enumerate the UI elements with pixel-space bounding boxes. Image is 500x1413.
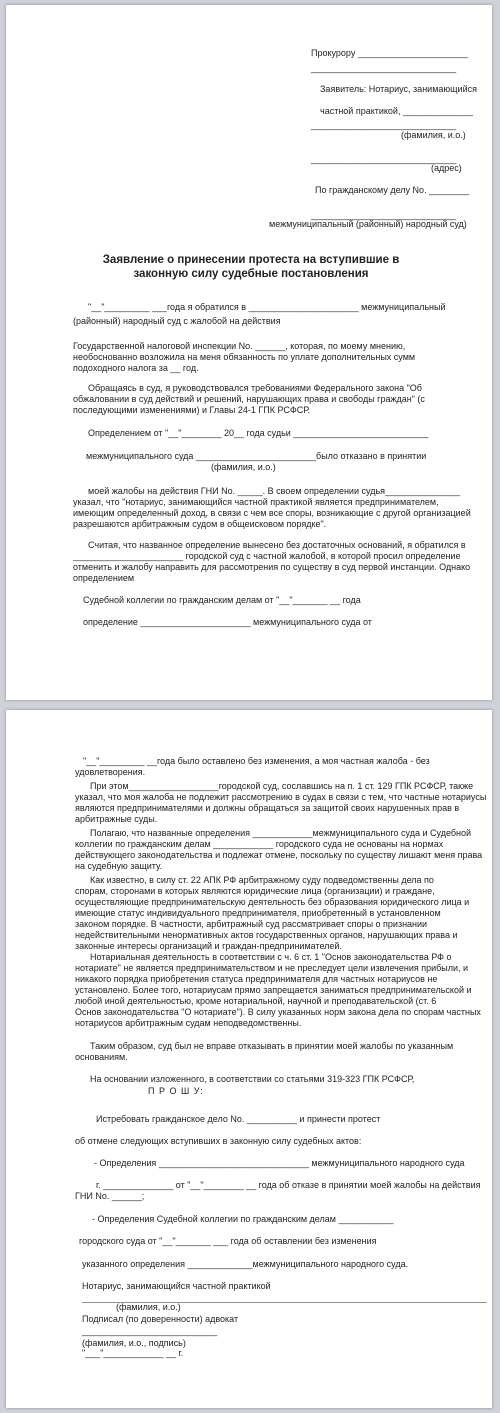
paragraph-line: осуществляющие предпринимательскую деятельность без образования юридического лица и [75,897,470,907]
civil-case-line: По гражданскому делу No. ________ [315,185,470,195]
paragraph-line: Нотариальная деятельность в соответствии с ч. 6 ст. 1 "Основ законодательства РФ о [90,952,452,962]
paragraph-line: удовлетворения. [75,767,146,777]
fio-caption: (фамилия, и.о.) [211,462,276,472]
paragraph-line: указал, что моя жалоба не подлежит рассмотрению в судах в связи с тем, что частные нотариусы [75,792,487,802]
request-line: - Определения Судебной коллегии по гражданским делам ___________ [92,1214,394,1224]
paragraph-line: коллегии по гражданским делам ____________ городского суда не основаны на нормах [75,839,444,849]
paragraph-line: Полагаю, что названные определения ____________межмуниципального суда и Судебной [90,828,472,838]
paragraph-line: последующими изменениями) и Главы 24-1 ГПК РСФСР. [73,405,311,415]
paragraph-line: ______________________ городской суд с частной жалобой, в которой просил определение [73,551,461,561]
document-page-1 [6,5,492,700]
paragraph-line: основаниям. [75,1052,128,1062]
paragraph-line: установлено. Более того, нотариусам прямо запрещается заниматься предпринимательской и [75,985,472,995]
paragraph-line: законные интересы организаций и граждан-предпринимателей. [75,941,342,951]
paragraph-line: Таким образом, суд был не вправе отказывать в принятии моей жалобы по указанным [90,1041,454,1051]
request-line: ГНИ No. ______; [75,1191,145,1201]
blank-line: _____________________________ [311,210,457,220]
paragraph-line: обжаловании в суд действий и решений, нарушающих права и свободы граждан" (с [73,394,425,404]
paragraph-line: (районный) народный суд с жалобой на действия [73,316,281,326]
signature-blank: ___________________________ [82,1326,218,1336]
paragraph-line: Считая, что названное определение вынесено без достаточных оснований, я обратился в [88,540,466,550]
blank-line: _____________________________ [311,63,457,73]
blank-line: _____________________________ [311,120,457,130]
paragraph-line: никакого порядка приобретения статуса предпринимателя для частных нотариусов не [75,974,438,984]
date-line: "___"____________ __ г. [82,1348,184,1358]
request-line: Истребовать гражданское дело No. __________ и принести протест [96,1114,381,1124]
paragraph-line: Судебной коллегии по гражданским делам от "__"_______ __ года [83,595,361,605]
document-page-2 [6,710,492,1408]
document-title: Заявление о принесении протеста на вступившие в законную силу судебные постановления [102,254,400,280]
paragraph-line: определением [73,573,135,583]
paragraph-line: межмуниципального суда ________________________было отказано в принятии [86,451,427,461]
paragraph-line: Как известно, в силу ст. 22 АПК РФ арбитражному суду подведомственны дела по [90,875,434,885]
paragraph-line: указал, что "нотариус, занимающийся частной практикой является предпринимателем, [73,497,439,507]
paragraph-line: На основании изложенного, в соответствии со статьями 319-323 ГПК РСФСР, [90,1074,415,1084]
paragraph-line: имеющие статус индивидуального предпринимателя, приобретенный в установленном [75,908,441,918]
paragraph-line: Обращаясь в суд, я руководствовался требованиями Федерального закона "Об [88,383,422,393]
paragraph-line: разрешаются арбитражным судом в общеисковом порядке". [73,519,327,529]
paragraph-line: являются предпринимателями и должны обращаться за защитой своих нарушенных прав в [75,803,460,813]
paragraph-line: Государственной налоговой инспекции No. ______, которая, по моему мнению, [73,341,406,351]
paragraph-line: нотариате" не является предпринимательством и не преследует цели извлечения прибыли, и [75,963,469,973]
request-line: г. ______________ от "__"________ __ года об отказе в принятии моей жалобы на действия [96,1180,481,1190]
prosecutor-line: Прокурору ______________________ [311,48,468,58]
private-practice-line: частной практикой, ______________ [320,106,474,116]
paragraph-line: любой иной деятельностью, кроме нотариальной, научной и преподавательской (ст. 6 [75,996,437,1006]
paragraph-line: Основ законодательства "О нотариате"). В силу указанных норм закона дела по спорам частных [75,1007,481,1017]
paragraph-line: недействительными ненормативных актов государственных органов, нарушающих права и [75,930,458,940]
request-line: - Определения ______________________________ межмуниципального народного суда [94,1158,465,1168]
paragraph-line: моей жалобы на действия ГНИ No. _____. В своем определении судья_______________ [88,486,461,496]
address-caption: (адрес) [431,163,462,173]
paragraph-line: арбитражные суды. [75,814,158,824]
signature-line: Нотариус, занимающийся частной практикой [82,1281,271,1291]
paragraph-line: При этом__________________городской суд, сославшись на п. 1 ст. 129 ГПК РСФСР, также [90,781,474,791]
blank-line: _____________________________ [311,154,457,164]
request-line: указанного определения _____________межмуниципального народного суда. [82,1259,409,1269]
fio-caption: (фамилия, и.о.) [116,1302,181,1312]
court-caption: межмуниципальный (районный) народный суд) [269,219,467,229]
paragraph-line: определение ______________________ межмуниципального суда от [83,617,372,627]
signature-caption: (фамилия, и.о., подпись) [82,1338,186,1348]
request-line: об отмене следующих вступивших в законную силу судебных актов: [75,1136,362,1146]
signature-line: Подписал (по доверенности) адвокат [82,1314,239,1324]
request-line: городского суда от "__"_______ ___ года об оставлении без изменения [79,1236,377,1246]
paragraph-line: "__"_________ __года было оставлено без изменения, а моя частная жалоба - без [83,756,430,766]
paragraph-line: подоходного налога за __ год. [73,363,199,373]
fio-caption: (фамилия, и.о.) [401,130,466,140]
paragraph-line: законом порядке. В частности, арбитражный суд рассматривает споры о признании [75,919,428,929]
paragraph-line: действующего законодательства и подлежат отмене, поскольку по существу лишают меня права [75,850,483,860]
signature-blank: _________________________________________________________________________________ [82,1293,487,1303]
paragraph-line: спорам, сторонами в которых являются юридические лица (организации) и граждане, [75,886,435,896]
paragraph-line: отменить и жалобу направить для рассмотрения по существу в суд первой инстанции. Однако [73,562,471,572]
paragraph-line: нотариусов арбитражным судам неподведомственны. [75,1018,302,1028]
paragraph-line: Определением от "__"________ 20__ года судьи ___________________________ [88,428,429,438]
applicant-line: Заявитель: Нотариус, занимающийся [320,84,477,94]
paragraph-line: "__"_________ ___года я обратился в ______________________ межмуниципальный [88,302,446,312]
paragraph-line: на судебную защиту. [75,861,163,871]
request-heading: П Р О Ш У: [148,1086,204,1096]
paragraph-line: необоснованно возложила на меня обязанность по уплате дополнительных сумм [73,352,416,362]
paragraph-line: имеющим определенный доход, в связи с чем все споры, возникающие с другой организацией [73,508,471,518]
